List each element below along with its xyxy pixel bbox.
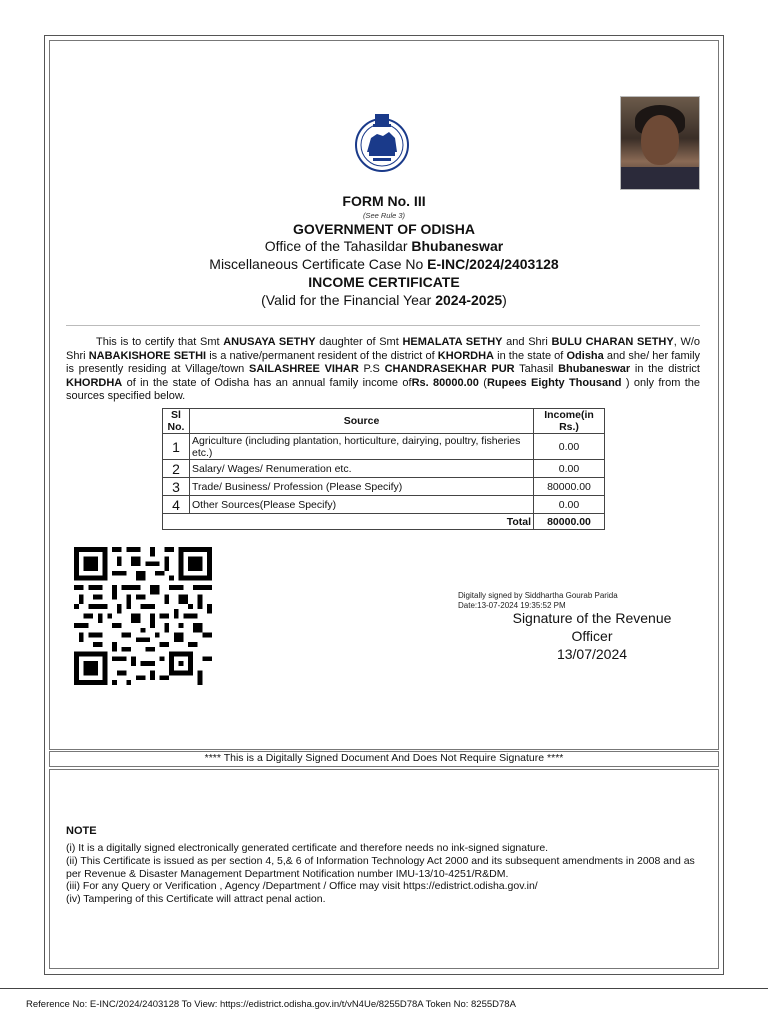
case-prefix: Miscellaneous Certificate Case No xyxy=(209,256,424,272)
office-place: Bhubaneswar xyxy=(411,238,504,254)
signature-block xyxy=(470,609,714,663)
note-item: (iv) Tampering of this Certificate will attract penal action. xyxy=(66,893,326,906)
digital-signer: Digitally signed by Siddhartha Gourab Parida xyxy=(458,591,618,600)
case-number: E-INC/2024/2403128 xyxy=(427,256,559,272)
village: SAILASHREE VIHAR xyxy=(248,363,359,375)
income-source-table xyxy=(162,408,605,530)
office-line xyxy=(0,238,768,254)
signature-title-line2: Officer xyxy=(571,628,613,644)
annual-income: Rs. 80000.00 xyxy=(411,376,479,389)
case-line xyxy=(0,256,768,272)
body-text: and she/ her family is presently residing at Village/town xyxy=(66,349,701,375)
body-text: P.S xyxy=(358,363,385,375)
valid-year: 2024-2025 xyxy=(435,292,503,308)
row-sl: 3 xyxy=(163,478,190,496)
col-sl: Sl No. xyxy=(163,409,190,434)
applicant-photo xyxy=(620,96,700,190)
row-income: 0.00 xyxy=(534,496,605,514)
row-source: Other Sources(Please Specify) xyxy=(190,496,534,514)
body-text: ( xyxy=(478,376,487,389)
form-number: FORM No. III xyxy=(342,193,426,209)
body-text: ) only from the sources specified below. xyxy=(66,376,701,402)
reference-footer: Reference No: E-INC/2024/2403128 To View: https://edistrict.odisha.gov.in/t/vN4Ue/8255D78A Token No: 8255D78A xyxy=(26,999,516,1010)
digital-sign-date: Date:13-07-2024 19:35:52 PM xyxy=(458,601,566,610)
validity-line xyxy=(0,292,768,308)
table-total-row xyxy=(163,514,605,530)
body-text: of in the state of Odisha has an annual family income of xyxy=(122,376,412,389)
body-text: is a native/permanent resident of the district of xyxy=(206,349,435,362)
district: KHORDHA xyxy=(66,376,123,389)
signature-date: 13/07/2024 xyxy=(556,646,628,662)
note-item: (ii) This Certificate is issued as per section 4, 5,& 6 of Information Technology Act 2000 and its subsequent amendments in 2008 and as per Revenue & Disaster Management Department Notification number IMU-13/10-4251/R&DM. xyxy=(66,854,695,880)
husband-name: NABAKISHORE SETHI xyxy=(88,349,207,362)
district: KHORDHA xyxy=(437,349,495,362)
certificate-body xyxy=(66,336,700,404)
body-text: Tahasil xyxy=(514,363,559,375)
footer-divider xyxy=(0,988,768,989)
note-item: (i) It is a digitally signed electronically generated certificate and therefore needs no ink-signed signature. xyxy=(66,842,549,854)
row-source: Trade/ Business/ Profession (Please Specify) xyxy=(190,478,534,496)
father-name: BULU CHARAN SETHY xyxy=(551,336,674,348)
col-source: Source xyxy=(190,409,534,434)
note-heading: NOTE xyxy=(66,825,97,837)
total-label: Total xyxy=(163,514,534,530)
note-list xyxy=(66,842,706,906)
digital-signature-stamp xyxy=(458,591,618,611)
body-text: and Shri xyxy=(502,336,548,348)
header-divider xyxy=(66,325,700,326)
table-row xyxy=(163,434,605,460)
odisha-emblem-icon xyxy=(353,112,411,174)
see-rule: (See Rule 3) xyxy=(362,211,406,220)
col-income: Income(in Rs.) xyxy=(534,409,605,434)
digital-signed-notice: **** This is a Digitally Signed Document And Does Not Require Signature **** xyxy=(204,752,564,764)
row-sl: 1 xyxy=(163,434,190,460)
body-text: This is to certify that Smt xyxy=(96,336,220,348)
row-income: 0.00 xyxy=(534,434,605,460)
body-text: daughter of Smt xyxy=(315,336,399,348)
body-text: , W/o Shri xyxy=(66,336,700,362)
table-header-row xyxy=(163,409,605,434)
table-row xyxy=(163,460,605,478)
government-title: GOVERNMENT OF ODISHA xyxy=(292,221,475,237)
row-sl: 4 xyxy=(163,496,190,514)
body-text: in the state of xyxy=(494,349,567,362)
row-source: Agriculture (including plantation, horticulture, dairying, poultry, fisheries etc.) xyxy=(190,434,534,460)
applicant-name: ANUSAYA SETHY xyxy=(223,336,316,348)
body-text: in the district xyxy=(630,363,700,375)
tahasil: Bhubaneswar xyxy=(558,363,631,375)
police-station: CHANDRASEKHAR PUR xyxy=(384,363,515,375)
table-row xyxy=(163,478,605,496)
qr-code-icon xyxy=(70,547,216,685)
signature-title-line1: Signature of the Revenue xyxy=(512,610,672,626)
note-item: (iii) For any Query or Verification , Agency /Department / Office may visit https://edistrict.odisha.gov.in/ xyxy=(66,880,538,893)
row-income: 0.00 xyxy=(534,460,605,478)
table-row xyxy=(163,496,605,514)
income-in-words: Rupees Eighty Thousand xyxy=(486,376,622,389)
state: Odisha xyxy=(566,349,604,362)
certificate-title: INCOME CERTIFICATE xyxy=(308,274,460,290)
total-value: 80000.00 xyxy=(534,514,605,530)
valid-prefix: (Valid for the Financial Year xyxy=(261,292,432,308)
row-sl: 2 xyxy=(163,460,190,478)
office-prefix: Office of the Tahasildar xyxy=(264,238,408,254)
mother-name: HEMALATA SETHY xyxy=(402,336,503,348)
row-income: 80000.00 xyxy=(534,478,605,496)
valid-suffix: ) xyxy=(502,292,507,308)
row-source: Salary/ Wages/ Renumeration etc. xyxy=(190,460,534,478)
